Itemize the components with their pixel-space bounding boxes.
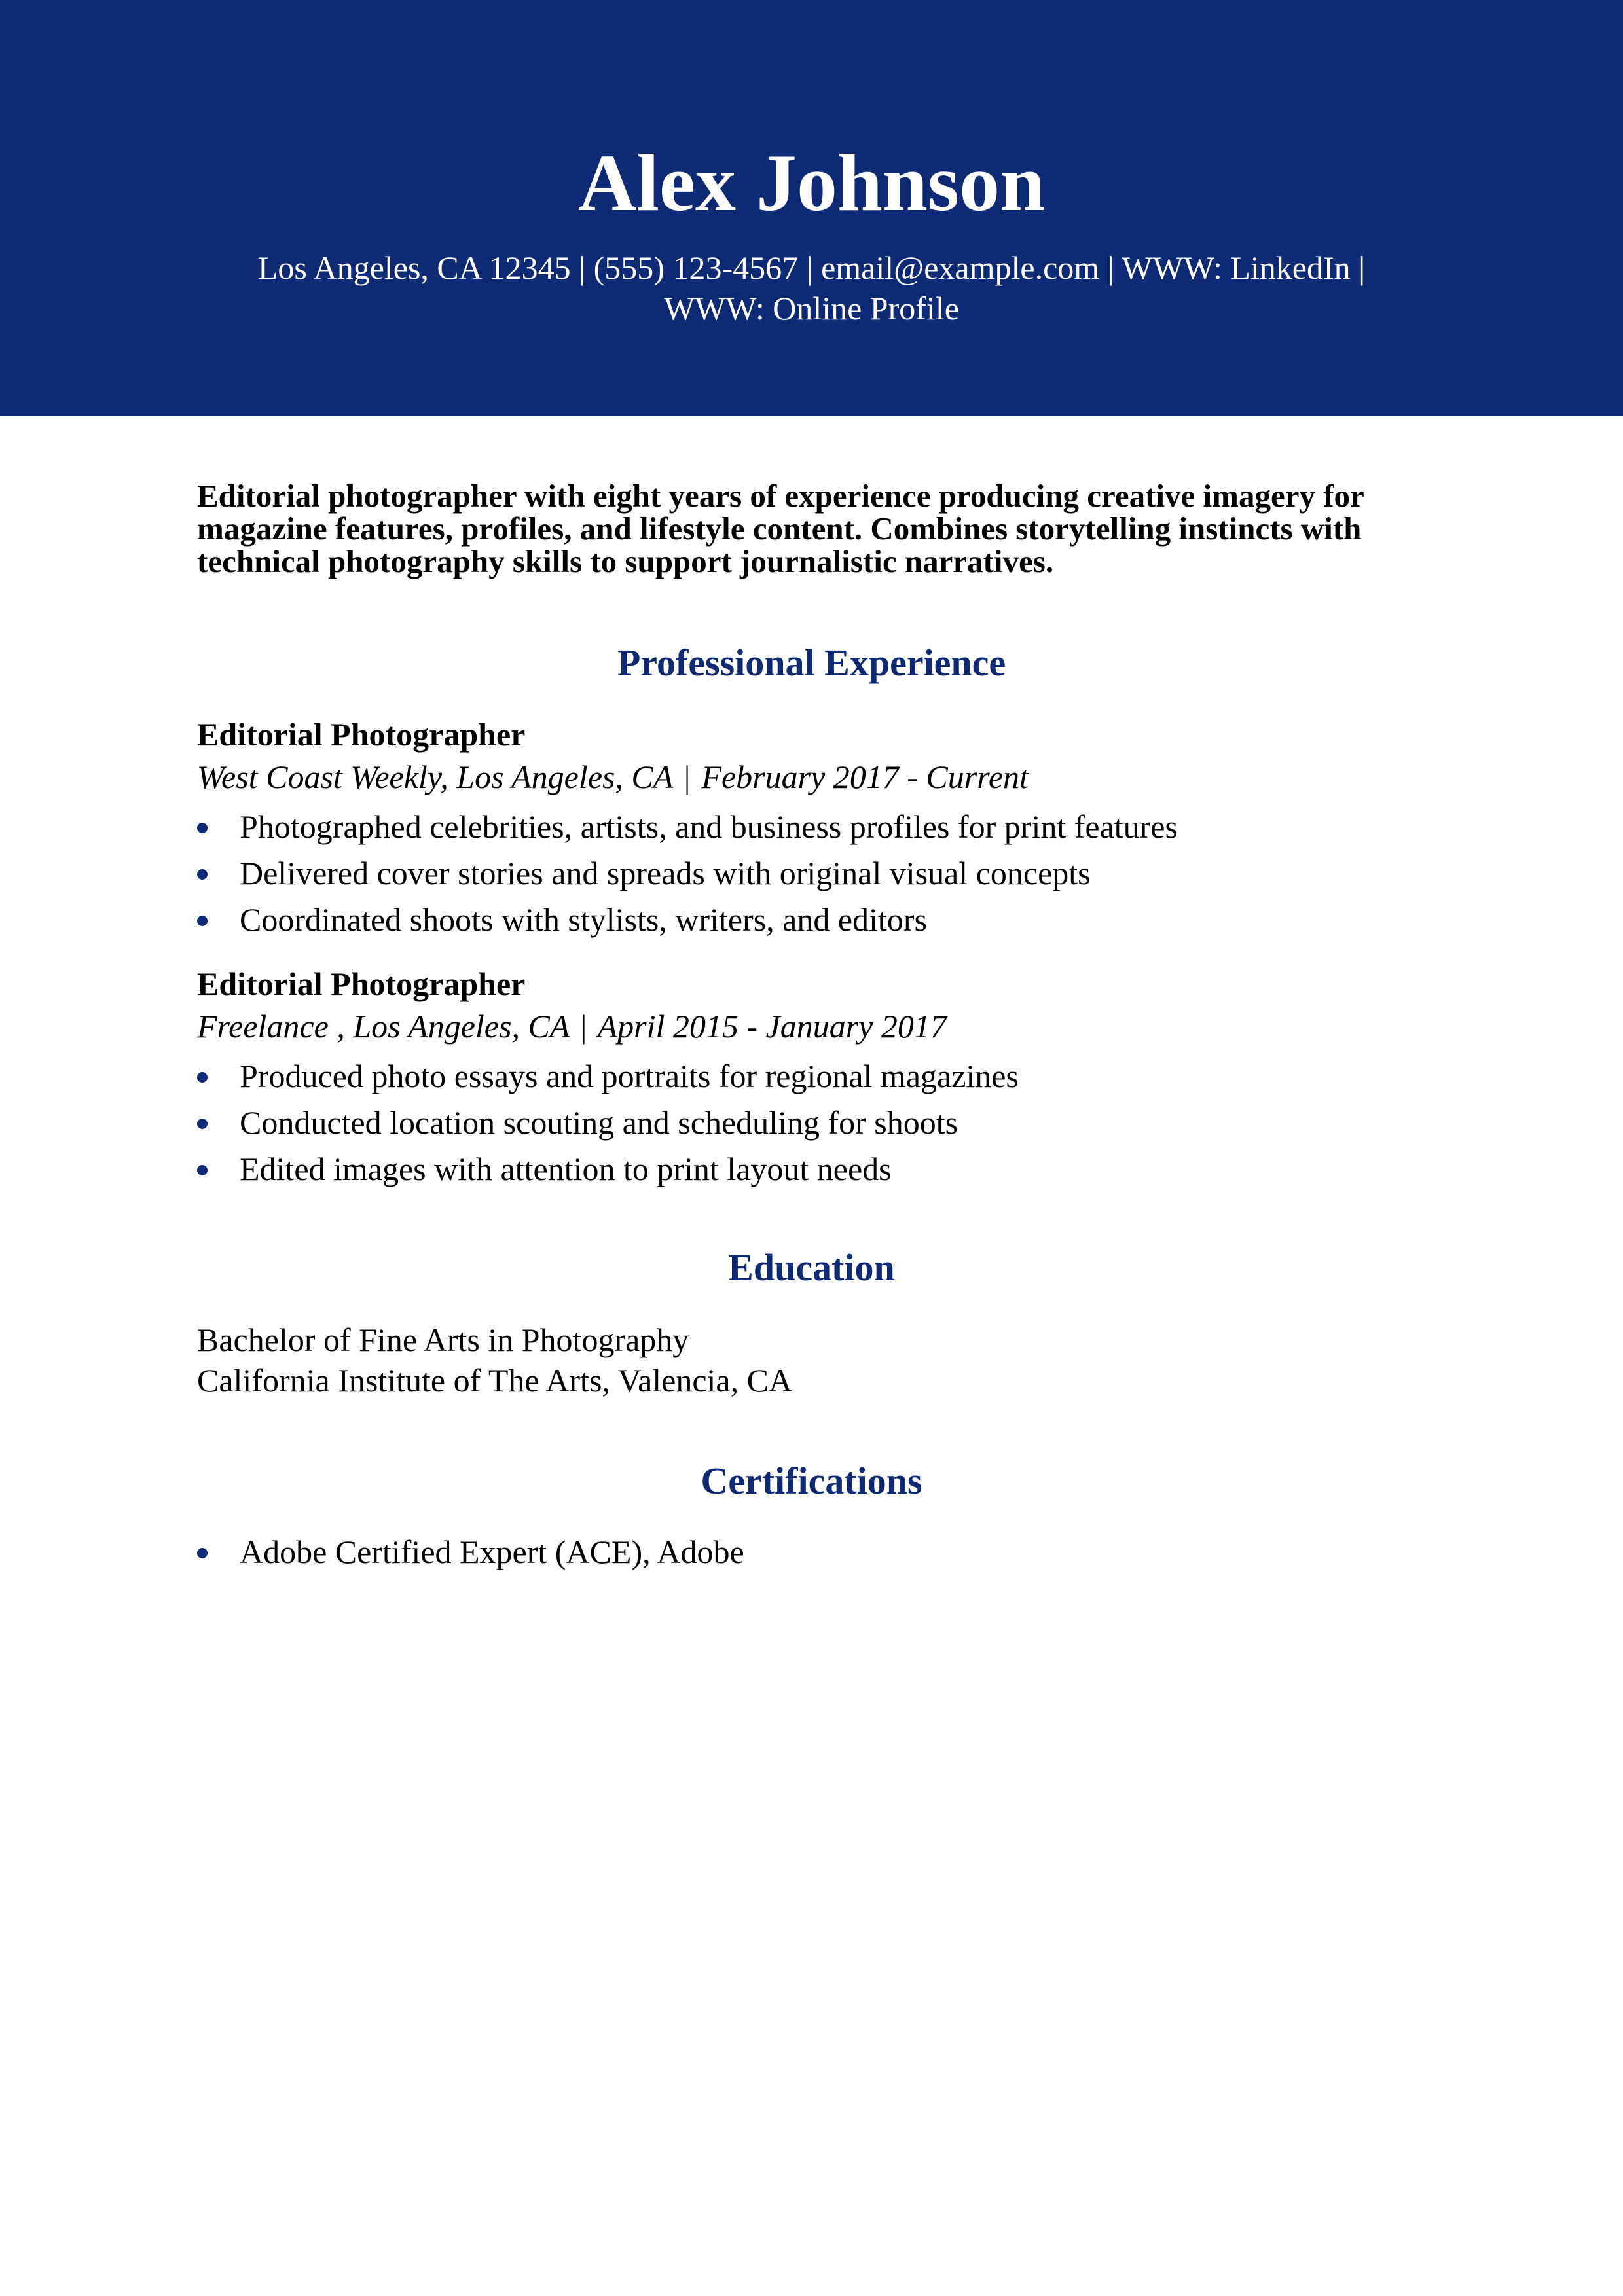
bullet-text: Conducted location scouting and scheduling for shoots: [240, 1104, 958, 1141]
list-item: [197, 897, 1178, 943]
list-item: [197, 1100, 1019, 1146]
bullet-text: Delivered cover stories and spreads with original visual concepts: [240, 855, 1091, 891]
certification-text: Adobe Certified Expert (ACE), Adobe: [240, 1534, 744, 1570]
job-bullet-list: [197, 804, 1178, 943]
header-banner: [0, 0, 1623, 416]
section-title-experience: Professional Experience: [617, 641, 1006, 684]
bullet-dot-icon: [197, 1165, 208, 1175]
job-dates: February 2017 - Current: [701, 759, 1029, 795]
job-meta: [197, 1007, 947, 1046]
bullet-dot-icon: [197, 1072, 208, 1083]
job-title: Editorial Photographer: [197, 965, 526, 1002]
professional-summary: Editorial photographer with eight years of experience producing creative imagery for magazine features, profiles, and lifestyle content. Combines storytelling instincts with technical photography skills to support journalistic narratives.: [197, 478, 1364, 579]
job-title: Editorial Photographer: [197, 716, 526, 753]
list-item: [197, 850, 1178, 897]
contact-line-1: Los Angeles, CA 12345 | (555) 123-4567 | email@example.com | WWW: LinkedIn |: [257, 249, 1366, 286]
job-bullet-list: [197, 1053, 1019, 1193]
section-title-education: Education: [728, 1246, 895, 1289]
bullet-dot-icon: [197, 823, 208, 833]
job-dates: April 2015 - January 2017: [597, 1008, 947, 1045]
bullet-dot-icon: [197, 869, 208, 880]
job-employer: Freelance , Los Angeles, CA: [197, 1008, 570, 1045]
contact-line-2: WWW: Online Profile: [664, 290, 959, 327]
certifications-list: [197, 1529, 744, 1575]
list-item: [197, 1053, 1019, 1100]
list-item: [197, 1529, 744, 1575]
bullet-text: Produced photo essays and portraits for regional magazines: [240, 1058, 1019, 1094]
education-school: California Institute of The Arts, Valencia, CA: [197, 1362, 793, 1399]
job-employer: West Coast Weekly, Los Angeles, CA: [197, 759, 673, 795]
education-degree: Bachelor of Fine Arts in Photography: [197, 1321, 689, 1358]
bullet-text: Coordinated shoots with stylists, writers, and editors: [240, 901, 927, 938]
bullet-text: Edited images with attention to print layout needs: [240, 1151, 892, 1187]
list-item: [197, 804, 1178, 850]
section-title-certifications: Certifications: [701, 1460, 922, 1502]
candidate-name: Alex Johnson: [577, 138, 1046, 228]
job-separator: |: [581, 1008, 586, 1045]
job-separator: |: [685, 759, 689, 795]
list-item: [197, 1146, 1019, 1193]
contact-info: [196, 247, 1427, 329]
bullet-dot-icon: [197, 1119, 208, 1129]
job-meta: [197, 757, 1029, 797]
bullet-text: Photographed celebrities, artists, and business profiles for print features: [240, 808, 1178, 845]
bullet-dot-icon: [197, 1548, 208, 1558]
bullet-dot-icon: [197, 916, 208, 926]
